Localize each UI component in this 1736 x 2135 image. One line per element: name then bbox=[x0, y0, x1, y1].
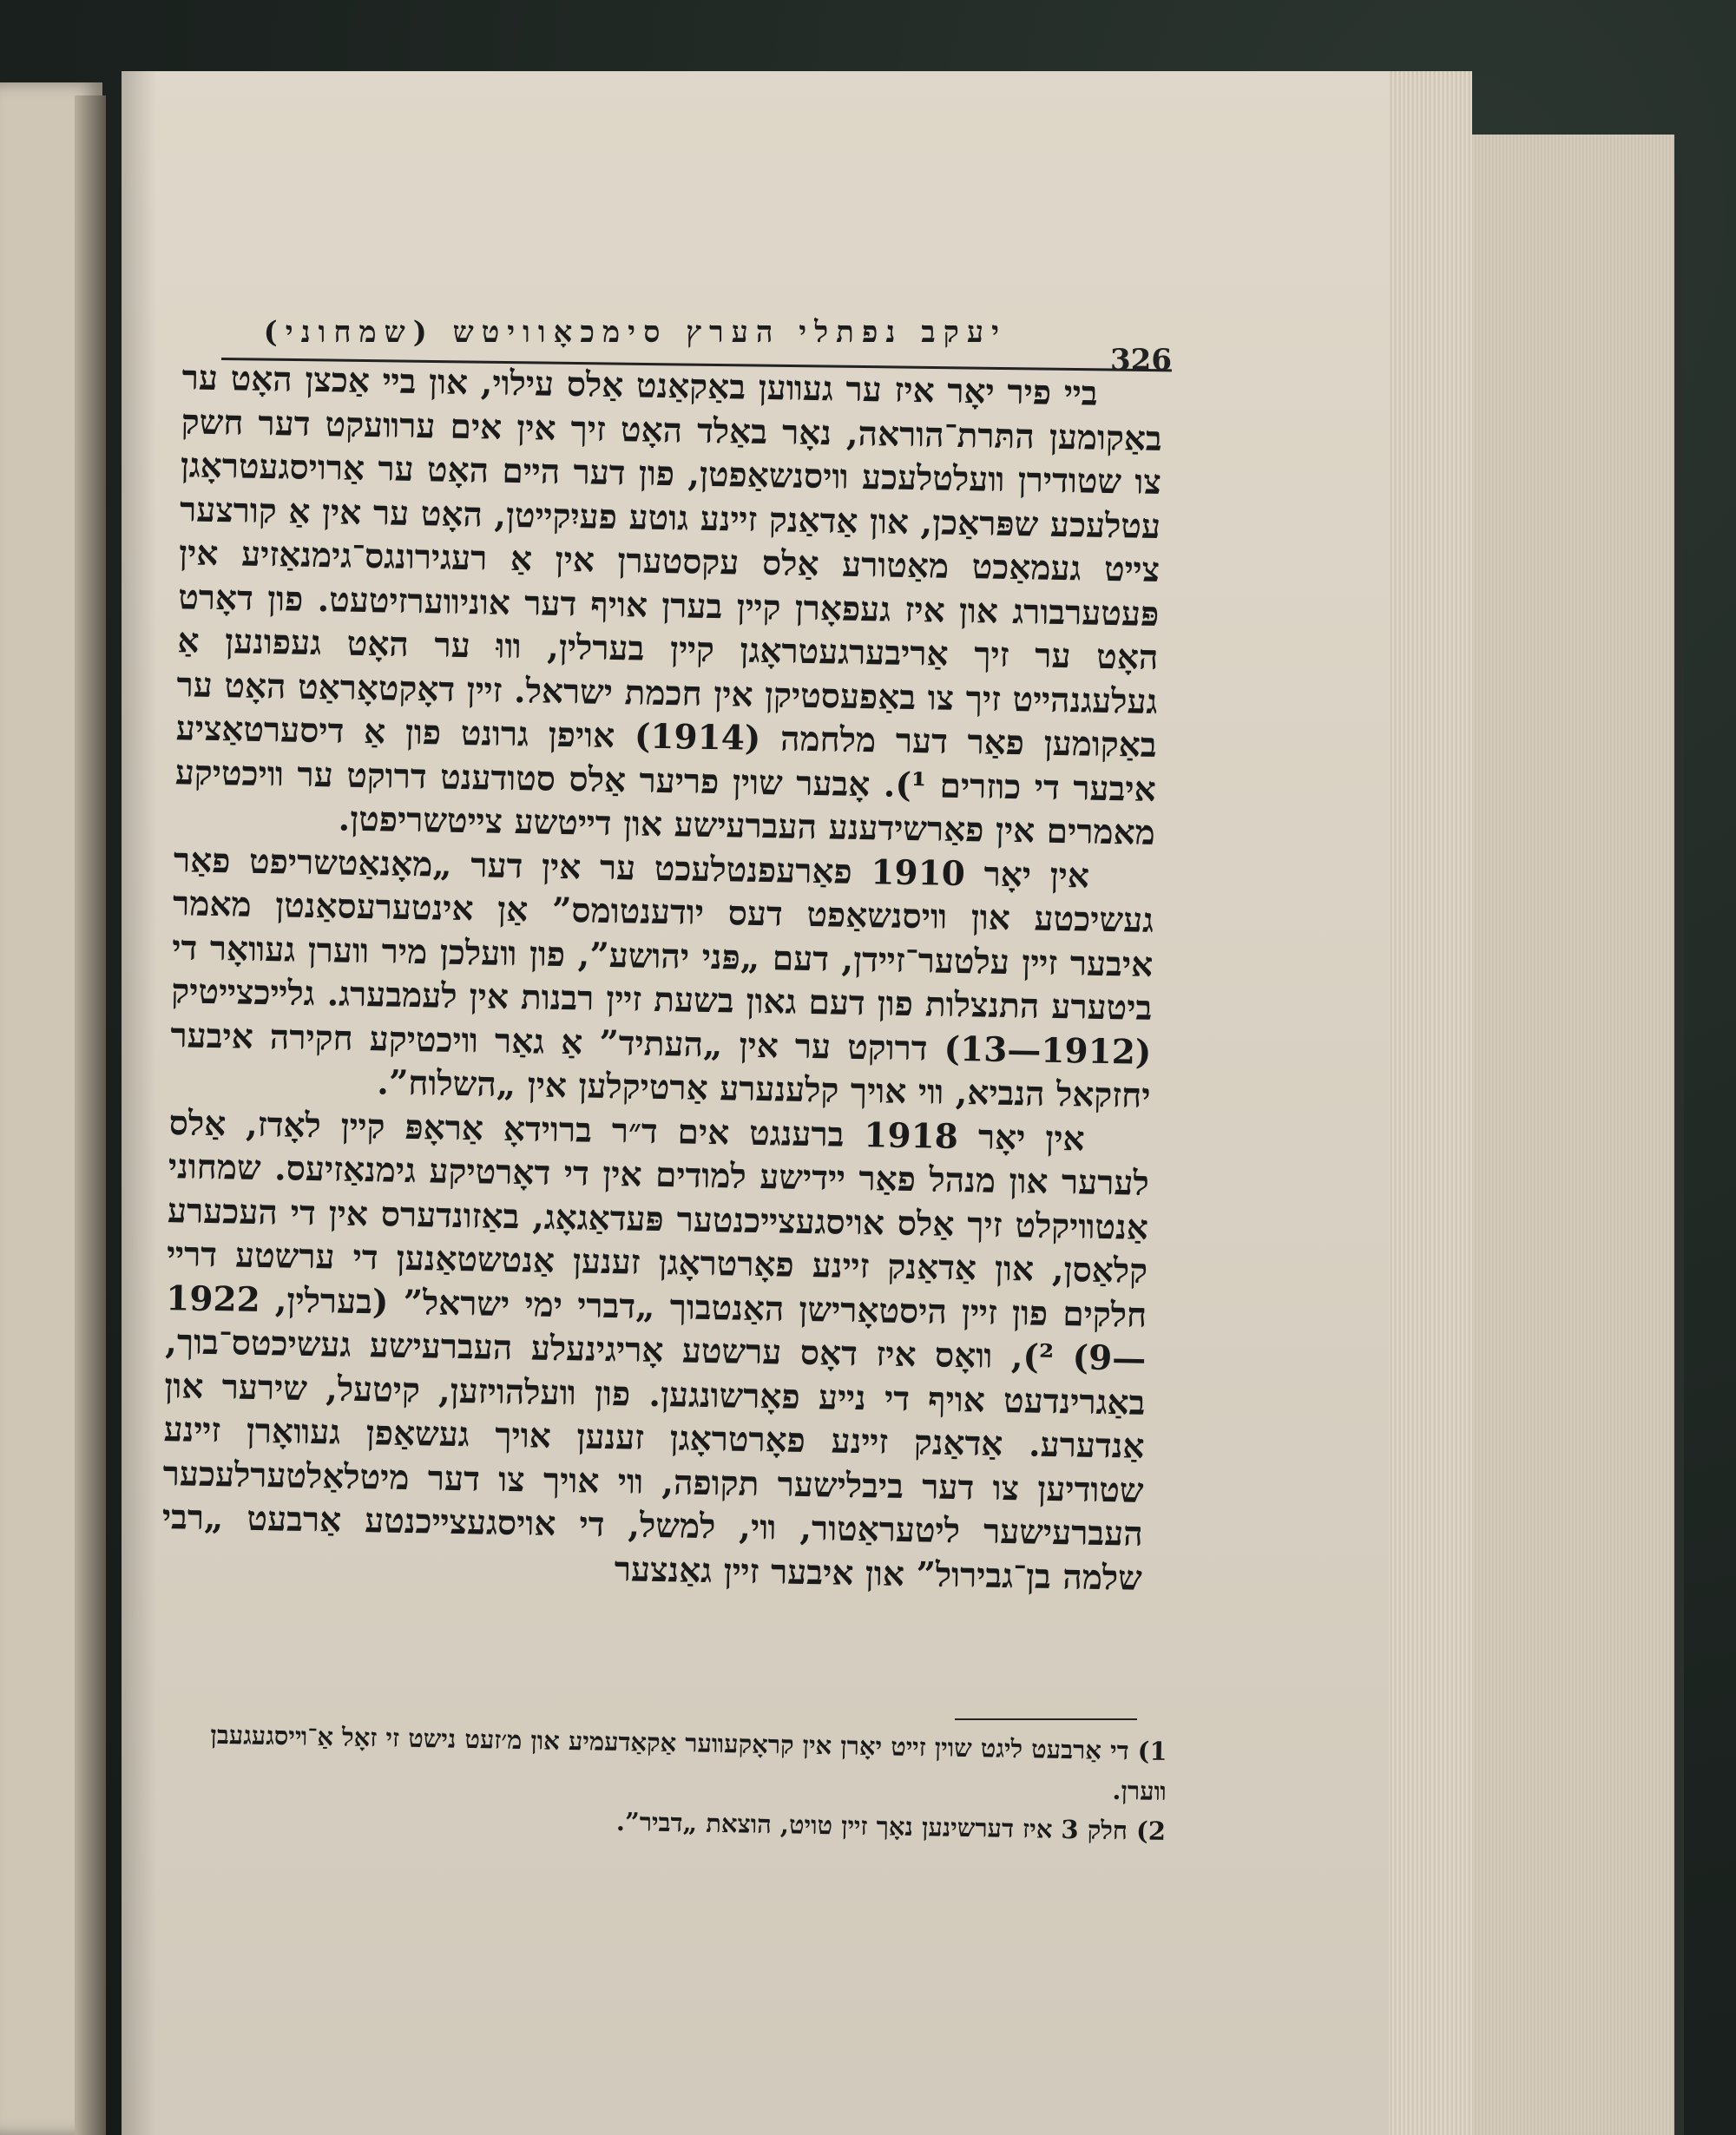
page-header bbox=[221, 308, 1172, 378]
running-head: יעקב נפתלי הערץ סימכאָוויטש (שמחוני) bbox=[263, 315, 1007, 350]
body-text bbox=[161, 356, 1163, 1600]
footnotes bbox=[181, 1714, 1167, 1851]
footnote: 2) חלק 3 איז דערשינען נאָך זײן טויט, הוצאת „דביר”. bbox=[615, 1806, 1167, 1846]
page-fore-edge bbox=[1389, 71, 1472, 2135]
footnote: 1) די אַרבעט ליגט שוין זײט יאָרן אין קראָקעװער אַקאַדעמיע און מ׳זעט נישט זי זאָל אַ־ױיסגעגעבן װערן. bbox=[210, 1719, 1167, 1806]
paragraph: בײ פיר יאָר איז ער געװען באַקאַנט אַלס עילוי, און בײ אַכצן האָט ער באַקומען התּרת־הוראה, נאָר באַלד האָט זיך אין אים ערװעקט דער חשק צו שטודירן װעלטלעכע װיסנשאַפטן, פון דער הײם האָט ער אַרויסגעטראָגן עטלעכע שפּראַכן, און אַדאַנק זײנע גוטע פעיִקײטן, האָט ער אין אַ קורצער צײט געמאַכט מאַטורע אַלס עקסטערן אין אַ רעגירונגס־גימנאַזיע אין פּעטערבורג און איז געפאָרן קײן בערן אויף דער אוניװערזיטעט. פון דאָרט האָט ער זיך אַריבערגעטראָגן קײן בערלין, װוּ ער האָט געפונען אַ געלעגנהײט זיך צו באַפעסטיקן אין חכמת ישראל. זײן דאָקטאָראַט האָט ער באַקומען פאַר דער מלחמה (1914) אויפן גרונט פון אַ דיסערטאַציע איבער די כוזרים ¹). אָבער שוין פריער אַלס סטודענט דרוקט ער װיכטיקע מאמרים אין פאַרשידענע העברעישע און דײטשע צײטשריפטן. bbox=[174, 358, 1163, 853]
paragraph: אין יאָר 1910 פאַרעפנטלעכט ער אין דער „מאָנאַטשריפט פאַר געשיכטע און װיסנשאַפט דעס יודענטומס” אַן אינטערעסאַנטן מאמר איבער זײן עלטער־זײדן, דעם „פּני יהושע”, פון װעלכן מיר װערן געװאָר די ביטערע התנצלות פון דעם גאון בשעת זײן רבנות אין לעמבערג. גלײכצײטיק (1912—13) דרוקט ער אין „העתיד” אַ גאַר װיכטיקע חקירה איבער יחזקאל הנביא, װי אויך קלענערע אַרטיקלען אין „השלוח”. bbox=[170, 839, 1154, 1116]
page-block-edges bbox=[1467, 135, 1674, 2135]
paragraph: אין יאָר 1918 ברענגט אים ד״ר ברוידאָ אַראָפּ קײן לאָדז, אַלס לערער און מנהל פאַר ײדישע למודים אין די דאָרטיקע גימנאַזיעס. שמחוני אַנטװיקלט זיך אַלס אויסגעצײכנטער פּעדאַגאָג, באַזונדערס אין די העכערע קלאַסן, און אַדאַנק זײנע פאָרטראָגן זענען אַנטשטאַנען די ערשטע דרײ חלקים פון זײן היסטאָרישן האַנטבוך „דברי ימי ישראל” (בערלין, 1922—9) ²), װאָס איז דאָס ערשטע אָריגינעלע העברעישע געשיכטס־בוך, באַגרינדעט אויף די נײע פאָרשונגען. פון װעלהויזען, קיטעל, שירער און אַנדערע. אַדאַנק זײנע פאָרטראָגן זענען אויך געשאַפן געװאָרן זײנע שטודיען צו דער ביבלישער תקופה, װי אויך צו דער מיטלאַלטערלעכער העברעישער ליטעראַטור, װי, למשל, די אויסגעצײכנטע אַרבעט „רבי שלמה בן־גבירול” און איבער זײן גאַנצער bbox=[161, 1102, 1150, 1599]
page-number: 326 bbox=[1110, 343, 1172, 378]
footnote-rule bbox=[955, 1718, 1137, 1720]
book-spine-gutter bbox=[75, 95, 106, 2135]
